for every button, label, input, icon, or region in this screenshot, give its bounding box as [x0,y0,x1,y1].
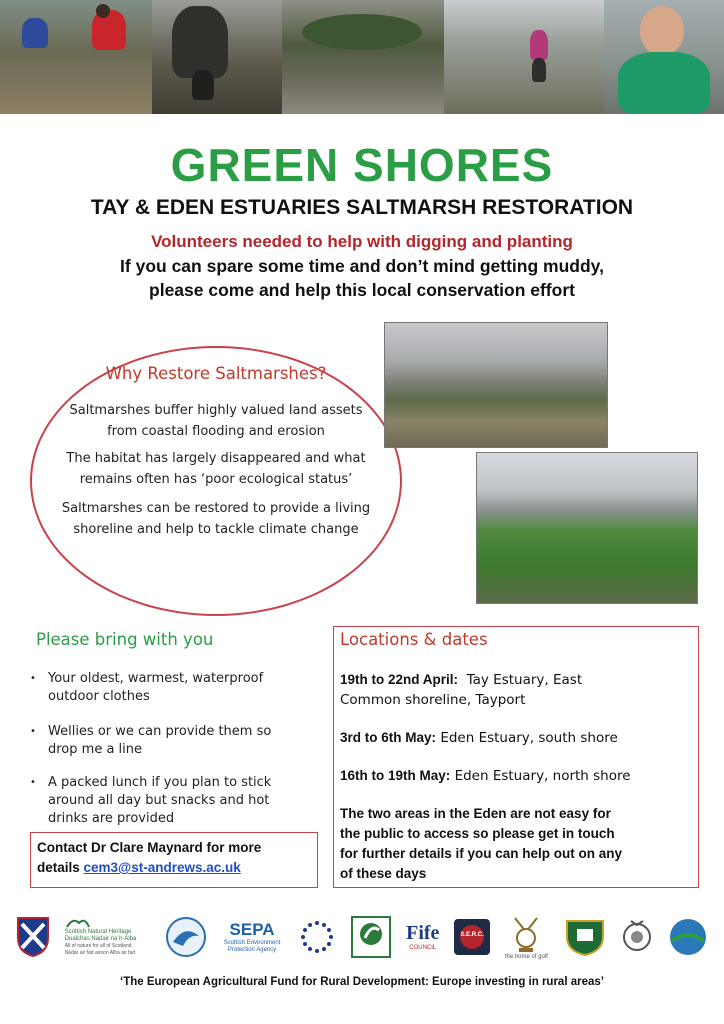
snh-leaf-icon [65,917,91,929]
why-point-1-line-1: Saltmarshes buffer highly valued land assets [69,403,363,418]
why-point-3-line-2: shoreline and help to tackle climate change [73,522,359,537]
police-badge-logo [621,917,653,957]
why-point-2-line-2: remains often has ‘poor ecological status’ [79,472,353,487]
locations-heading: Locations & dates [340,630,488,649]
footer-funding-statement: ‘The European Agricultural Fund for Rural Development: Europe investing in rural areas’ [120,976,604,988]
note-line-4: of these days [340,866,427,881]
bring-item-2 [30,723,320,759]
poster-title: GREEN SHORES [170,139,554,191]
location-entry-2 [340,728,690,748]
bring-item-1-line-1: Your oldest, warmest, waterproof [48,671,264,686]
note-line-2: the public to access so please get in touch [340,826,615,841]
appeal-line-2: please come and help this local conservation effort [149,280,575,300]
sepa-caption: Scottish Environment Protection Agency [223,940,281,953]
photo-volunteers-digging [0,0,152,114]
note-line-3: for further details if you can help out on any [340,846,623,861]
note-line-1: The two areas in the Eden are not easy for [340,806,611,821]
location-place: Eden Estuary, north shore [454,768,631,784]
snh-line-2: Dualchas Nàdair na h-Alba [64,936,137,942]
location-place: Eden Estuary, south shore [440,730,618,746]
snh-line-3: All of nature for all of Scotland [64,943,132,949]
location-date: 3rd to 6th May: [340,730,437,745]
fife-wordmark: Fife [406,922,440,944]
location-place: Tay Estuary, East [466,672,583,688]
contact-box [30,832,318,888]
bring-item-3-line-2: around all day but snacks and hot [48,793,270,808]
header-photo-strip [0,0,724,114]
leader-logo [351,916,391,958]
photo-volunteer-mudflat [444,0,604,114]
photo-volunteer-portrait [604,0,724,114]
saltmarsh-photo-grass [476,452,698,604]
appeal-line-1: If you can spare some time and don’t mind getting muddy, [120,256,604,276]
bring-item-1-line-2: outdoor clothes [48,689,150,704]
bring-item-3 [30,774,320,828]
why-point-1-line-2: from coastal flooding and erosion [107,424,325,439]
bring-item-3-line-3: drinks are provided [48,811,175,826]
location-entry-3 [340,766,690,786]
poster-subtitle: TAY & EDEN ESTUARIES SALTMARSH RESTORATION [90,196,634,219]
why-restore-heading: Why Restore Saltmarshes? [105,364,327,383]
st-andrews-crest-logo [16,916,50,958]
eu-flag-logo [297,917,337,957]
locations-access-note [340,804,690,884]
saltmarsh-photo-planted [384,322,608,448]
bullet: • [30,726,36,737]
photo-saltmarsh-shore [282,0,444,114]
appeal-text [40,254,684,302]
green-shield-logo [563,917,607,957]
bring-item-1 [30,670,320,706]
bring-item-3-line-1: A packed lunch if you plan to stick [48,775,272,790]
fife-council-logo [406,922,439,952]
fife-caption: COUNCIL [409,945,437,951]
bring-item-2-line-1: Wellies or we can provide them so [48,724,272,739]
bullet: • [30,673,36,684]
why-point-3-line-1: Saltmarshes can be restored to provide a living [61,501,371,516]
serc-logo [454,919,490,955]
why-point-1 [46,400,386,442]
contact-line-2 [37,858,311,878]
photo-volunteer-planting [152,0,282,114]
why-point-2-line-1: The habitat has largely disappeared and what [66,451,366,466]
contact-prefix: details [37,860,84,875]
location-date: 16th to 19th May: [340,768,451,783]
location-entry-1-line-2: Common shoreline, Tayport [340,692,526,708]
contact-line-1: Contact Dr Clare Maynard for more [37,840,262,855]
blue-circle-logo [668,917,708,957]
golf-caption: the home of golf [504,953,548,960]
sepa-wordmark: SEPA [229,920,275,939]
snh-line-4: Nàdar air fad airson Alba air fad [64,950,136,956]
snh-line-1: Scottish Natural Heritage [64,929,132,935]
location-entry-1-line-1 [340,670,690,690]
bring-item-2-line-2: drop me a line [48,742,143,757]
golf-crest-logo [505,914,548,961]
partner-logos-row [16,906,708,968]
location-entry-1 [340,670,690,710]
dolphin-circle-logo [165,916,207,958]
why-point-3 [46,498,386,540]
volunteers-needed-line: Volunteers needed to help with digging and planting [151,232,573,251]
sepa-logo [222,920,282,954]
snh-logo [65,917,151,957]
bullet: • [30,777,36,788]
contact-email-link[interactable]: cem3@st-andrews.ac.uk [83,860,241,875]
bring-heading: Please bring with you [36,630,214,649]
serc-label: S.E.R.C. [460,932,484,938]
why-point-2 [46,448,386,490]
location-date: 19th to 22nd April: [340,672,459,687]
